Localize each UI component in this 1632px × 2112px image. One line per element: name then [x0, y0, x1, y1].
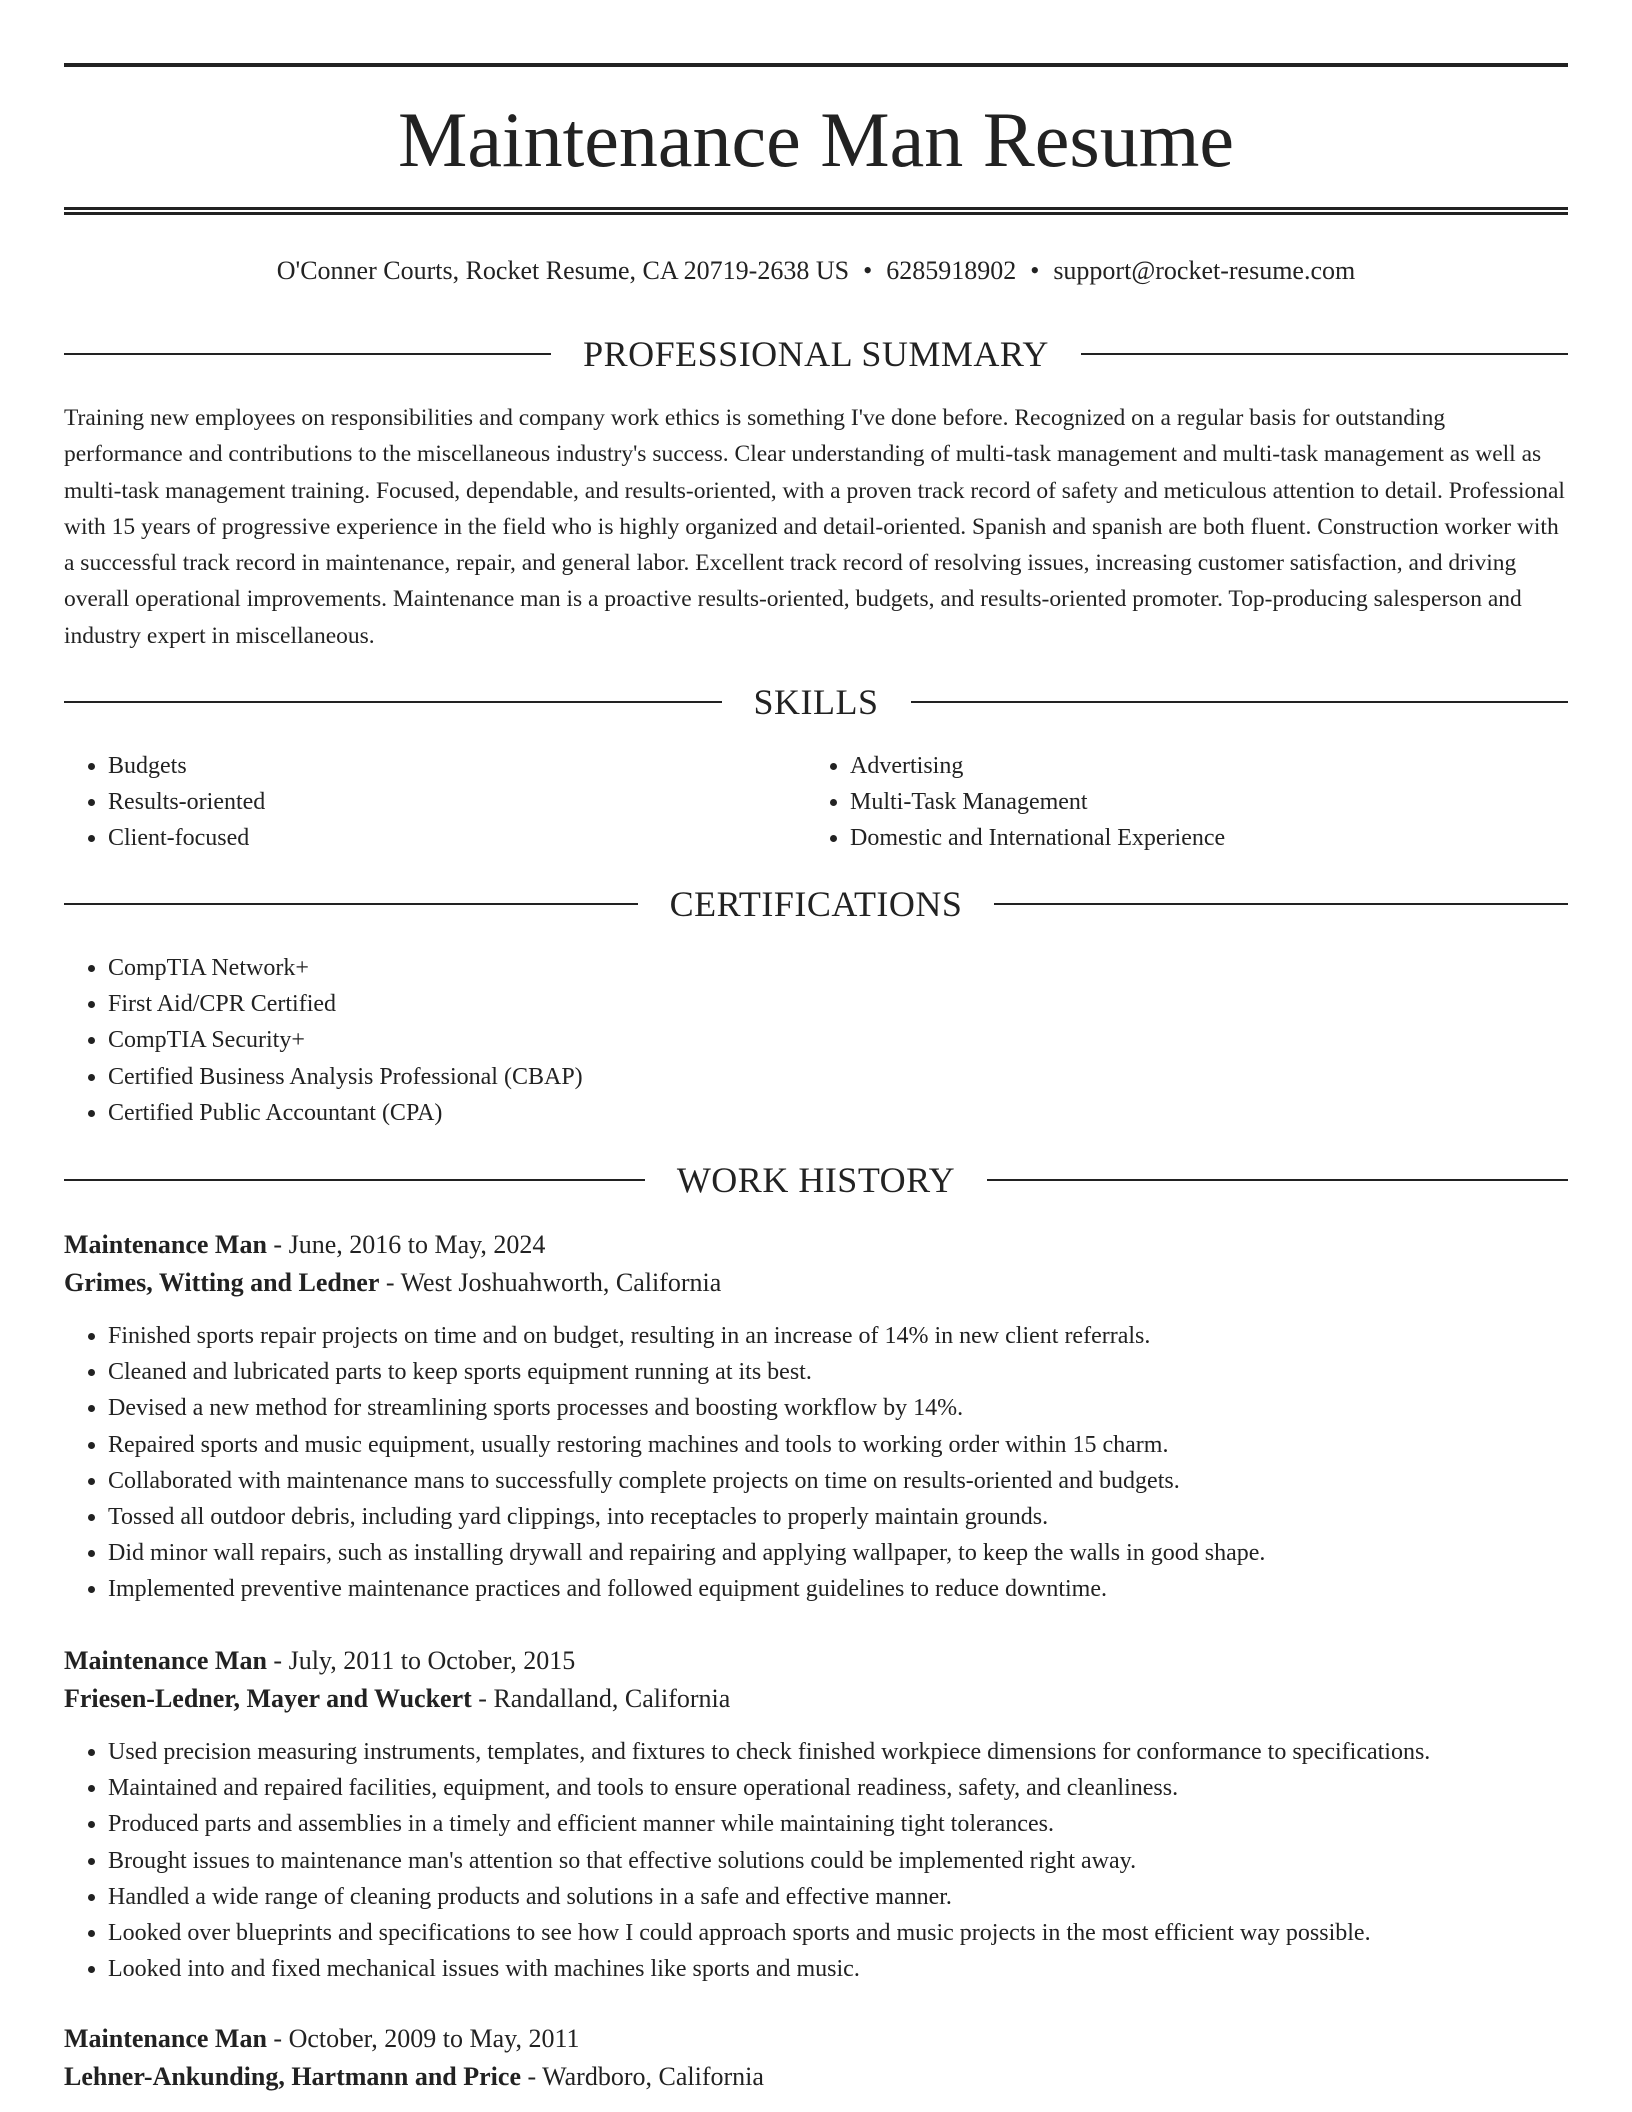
certifications-list: [64, 950, 1568, 1131]
job-entry: [64, 1226, 1568, 1608]
job-title: Maintenance Man: [64, 1646, 267, 1675]
job-bullet: • Handled a wide range of cleaning products and solutions in a safe and effective manner.: [108, 1879, 1568, 1915]
job-bullet: • Cleaned and lubricated parts to keep sports equipment running at its best.: [108, 1354, 1568, 1390]
heading-rule: [64, 701, 722, 703]
certification-item: • Certified Business Analysis Professional (CBAP): [108, 1059, 1568, 1095]
section-title: WORK HISTORY: [676, 1160, 956, 1200]
job-title: Maintenance Man: [64, 2024, 267, 2053]
skills-column-left: [64, 748, 806, 857]
skill-item: • Domestic and International Experience: [850, 820, 1548, 856]
job-location: - Randalland, California: [478, 1684, 731, 1713]
contact-phone: 6285918902: [886, 256, 1017, 285]
job-location: - Wardboro, California: [527, 2062, 764, 2091]
heading-rule: [1081, 353, 1568, 355]
job-dates: - October, 2009 to May, 2011: [273, 2024, 580, 2053]
job-bullet: • Tossed all outdoor debris, including yard clippings, into receptacles to properly maintain grounds.: [108, 1499, 1568, 1535]
job-bullet: • Looked into and fixed mechanical issues with machines like sports and music.: [108, 1951, 1568, 1987]
job-title-line: [64, 2020, 1568, 2058]
skill-item: • Results-oriented: [108, 784, 806, 820]
job-bullet: • Implemented preventive maintenance practices and followed equipment guidelines to reduce downtime.: [108, 1571, 1568, 1607]
job-bullet: • Did minor wall repairs, such as installing drywall and repairing and applying wallpaper, to keep the walls in good shape.: [108, 1535, 1568, 1571]
title-double-rule: [64, 207, 1568, 215]
skill-item: • Multi-Task Management: [850, 784, 1548, 820]
contact-separator: •: [1030, 256, 1040, 285]
job-company-line: [64, 1680, 1568, 1718]
skills-list: [64, 748, 1568, 857]
job-entry: [64, 2020, 1568, 2096]
job-bullet: • Used precision measuring instruments, templates, and fixtures to check finished workpiece dimensions for conformance to specifications.: [108, 1734, 1568, 1770]
job-company-line: [64, 2058, 1568, 2096]
job-bullets: [64, 1318, 1568, 1608]
heading-rule: [987, 1179, 1568, 1181]
section-title: SKILLS: [753, 682, 879, 722]
section-title: CERTIFICATIONS: [669, 884, 963, 924]
heading-rule: [911, 701, 1569, 703]
section-heading-work-history: [64, 1158, 1568, 1202]
heading-rule: [994, 903, 1568, 905]
certification-item: • CompTIA Security+: [108, 1022, 1568, 1058]
job-bullet: • Maintained and repaired facilities, equipment, and tools to ensure operational readiness, safety, and cleanliness.: [108, 1770, 1568, 1806]
job-bullet: • Produced parts and assemblies in a timely and efficient manner while maintaining tight tolerances.: [108, 1806, 1568, 1842]
heading-rule: [64, 1179, 645, 1181]
job-company: Friesen-Ledner, Mayer and Wuckert: [64, 1684, 472, 1713]
skill-item: • Client-focused: [108, 820, 806, 856]
job-company: Lehner-Ankunding, Hartmann and Price: [64, 2062, 521, 2091]
heading-rule: [64, 353, 551, 355]
job-title-line: [64, 1642, 1568, 1680]
certification-item: • Certified Public Accountant (CPA): [108, 1095, 1568, 1131]
job-entry: [64, 1642, 1568, 1987]
contact-email: support@rocket-resume.com: [1053, 256, 1356, 285]
section-heading-skills: [64, 680, 1568, 724]
job-bullet: • Finished sports repair projects on time and on budget, resulting in an increase of 14% in new client referrals.: [108, 1318, 1568, 1354]
job-company-line: [64, 1264, 1568, 1302]
heading-rule: [64, 903, 638, 905]
job-bullets: [64, 1734, 1568, 1987]
resume-title: Maintenance Man Resume: [397, 96, 1235, 183]
skills-column-right: [806, 748, 1548, 857]
section-heading-certifications: [64, 882, 1568, 926]
job-bullet: • Devised a new method for streamlining sports processes and boosting workflow by 14%.: [108, 1390, 1568, 1426]
professional-summary: Training new employees on responsibilities and company work ethics is something I've done before. Recognized on a regular basis for outstanding performance and contributions to the miscellaneous industry's success. Clear understanding of multi-task management and multi-task management as well as multi-task management training. Focused, dependable, and results-oriented, with a proven track record of safety and meticulous attention to detail. Professional with 15 years of progressive experience in the field who is highly organized and detail-oriented. Spanish and spanish are both fluent. Construction worker with a successful track record in maintenance, repair, and general labor. Excellent track record of resolving issues, increasing customer satisfaction, and driving overall operational improvements. Maintenance man is a proactive results-oriented, budgets, and results-oriented promoter. Top-producing salesperson and industry expert in miscellaneous.: [64, 405, 1565, 649]
contact-address: O'Conner Courts, Rocket Resume, CA 20719-2638 US: [276, 256, 850, 285]
skill-item: • Budgets: [108, 748, 806, 784]
job-company: Grimes, Witting and Ledner: [64, 1268, 380, 1297]
job-dates: - July, 2011 to October, 2015: [273, 1646, 576, 1675]
certification-item: • CompTIA Network+: [108, 950, 1568, 986]
job-bullet: • Collaborated with maintenance mans to successfully complete projects on time on results-oriented and budgets.: [108, 1463, 1568, 1499]
section-heading-summary: [64, 332, 1568, 376]
job-location: - West Joshuahworth, California: [385, 1268, 722, 1297]
job-bullet: • Repaired sports and music equipment, usually restoring machines and tools to working order within 15 charm.: [108, 1427, 1568, 1463]
contact-separator: •: [863, 256, 873, 285]
contact-line: [64, 254, 1568, 288]
top-rule: [64, 63, 1568, 67]
job-title-line: [64, 1226, 1568, 1264]
job-bullet: • Looked over blueprints and specifications to see how I could approach sports and music projects in the most efficient way possible.: [108, 1915, 1568, 1951]
job-bullet: • Brought issues to maintenance man's attention so that effective solutions could be implemented right away.: [108, 1843, 1568, 1879]
job-title: Maintenance Man: [64, 1230, 267, 1259]
skill-item: • Advertising: [850, 748, 1548, 784]
job-dates: - June, 2016 to May, 2024: [273, 1230, 546, 1259]
section-title: PROFESSIONAL SUMMARY: [583, 334, 1049, 374]
certification-item: • First Aid/CPR Certified: [108, 986, 1568, 1022]
